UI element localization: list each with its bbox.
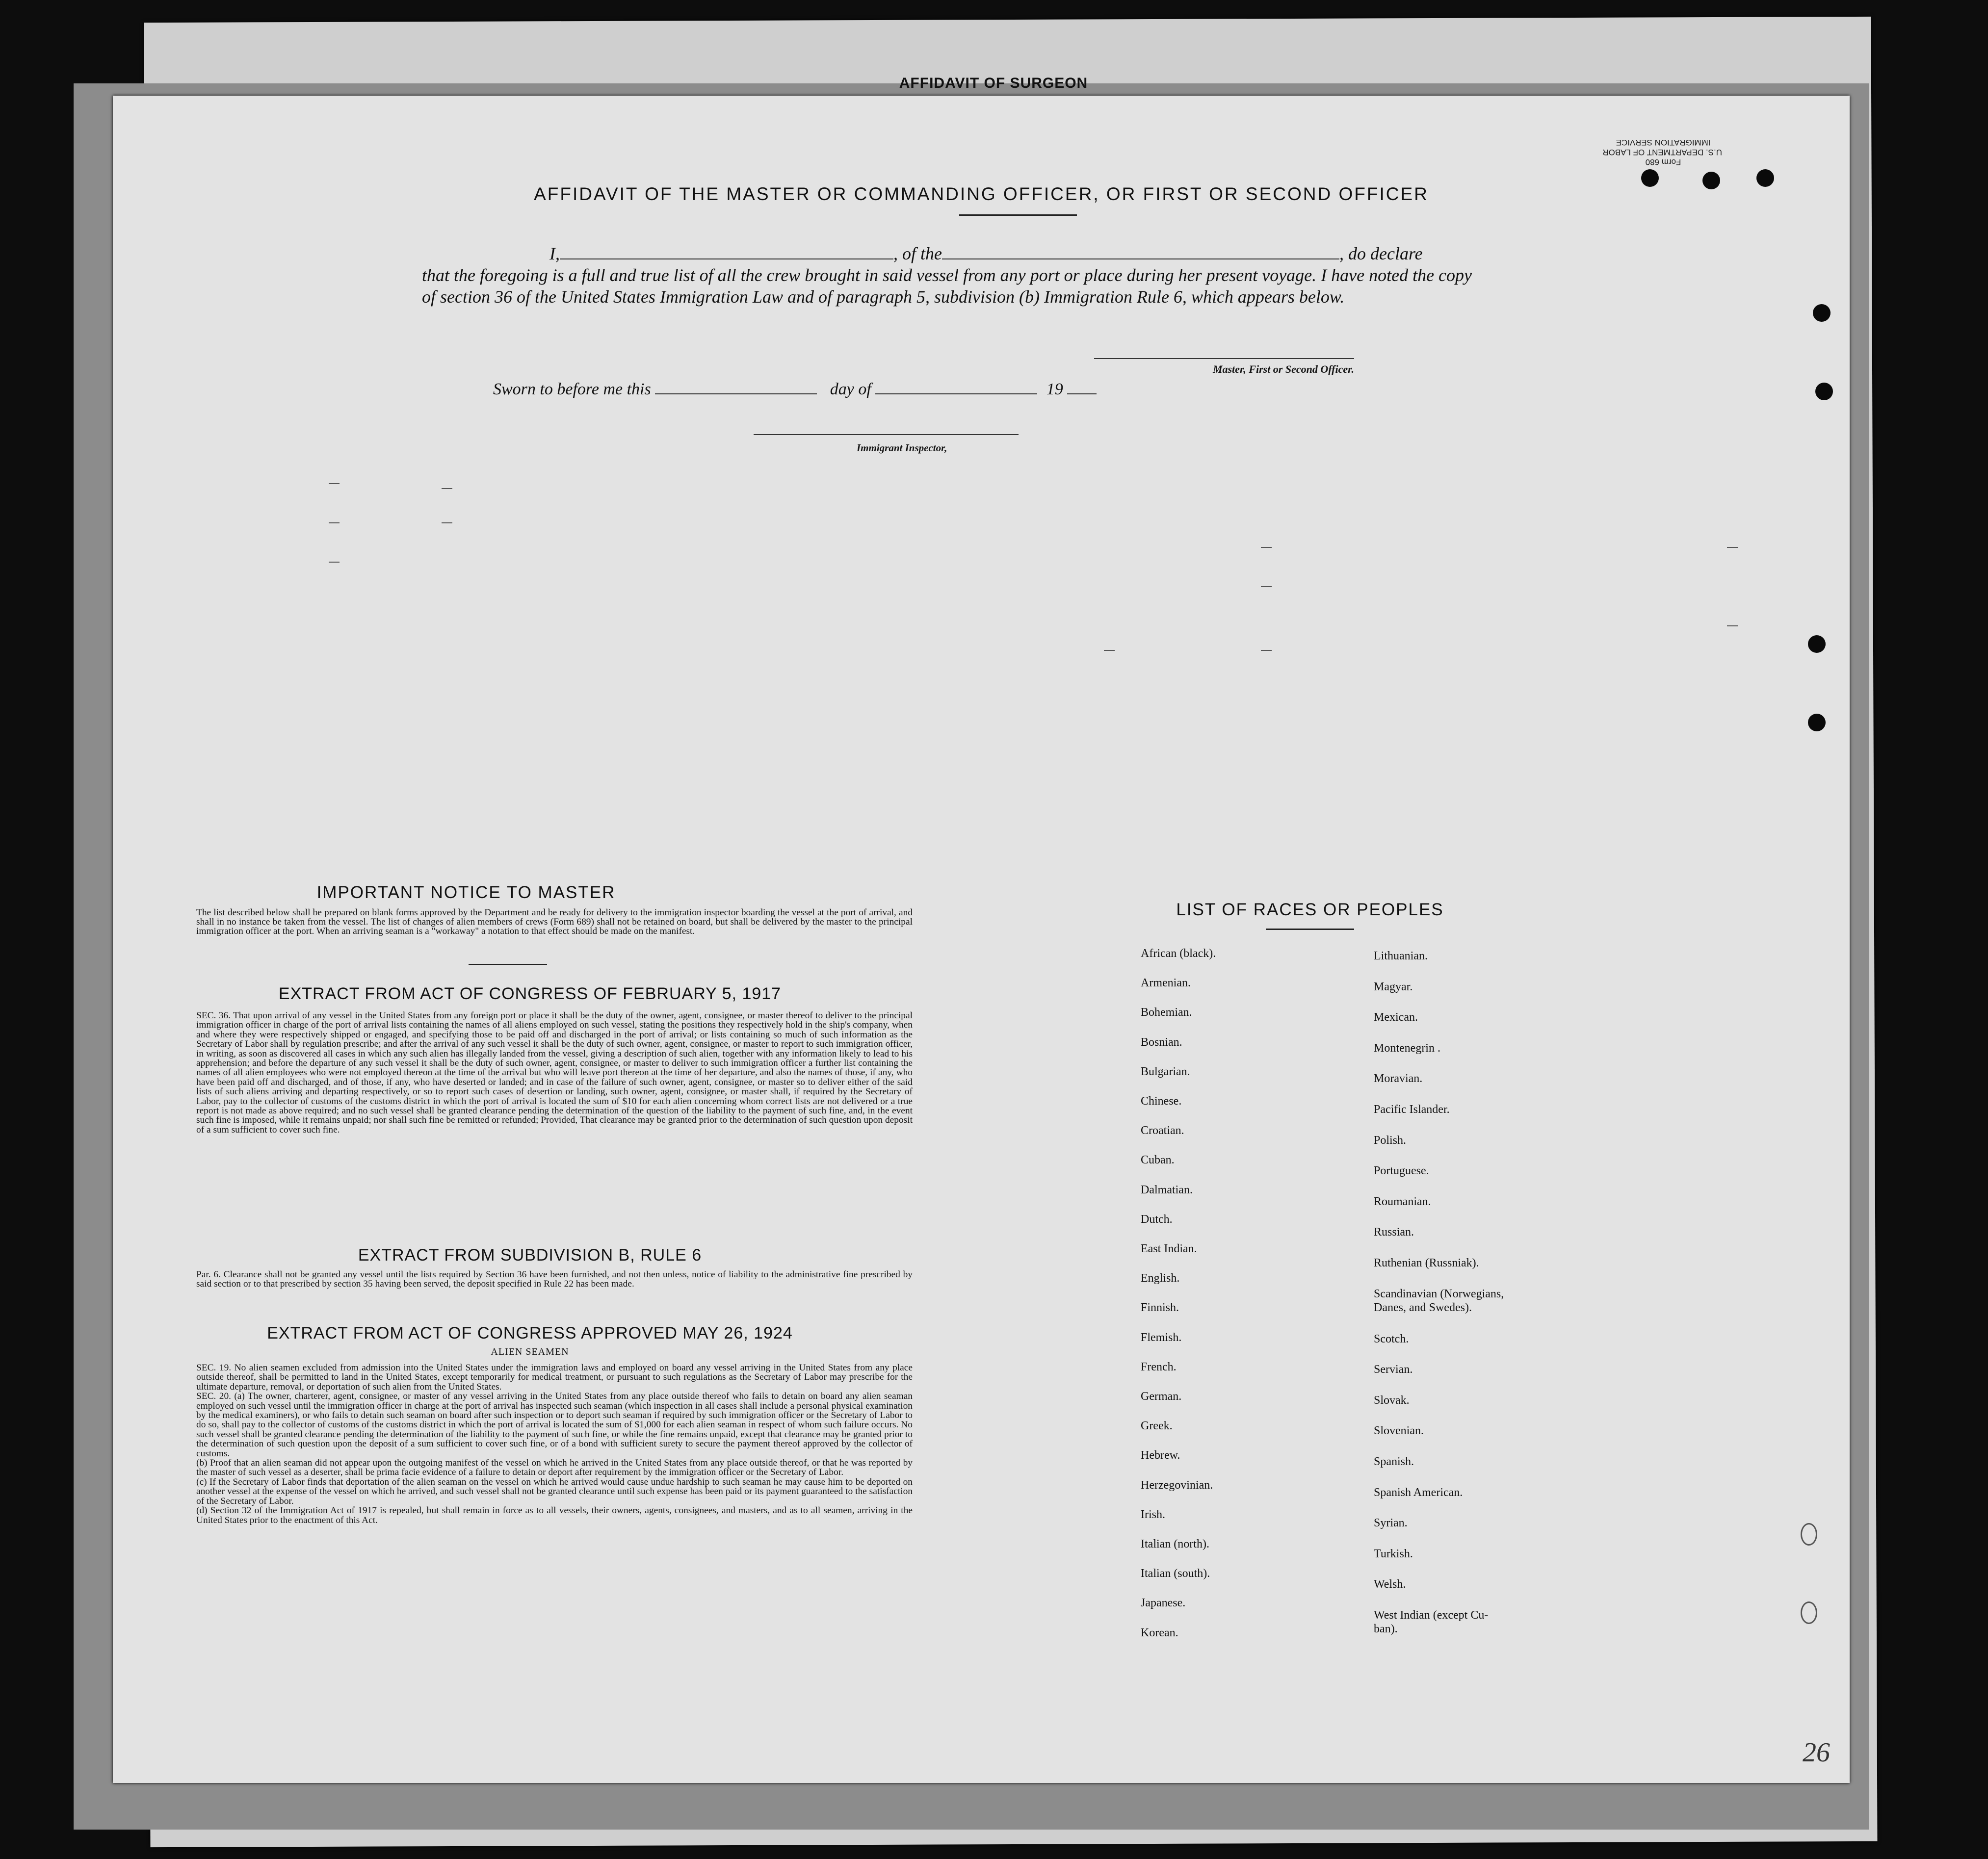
extract-1924-heading: EXTRACT FROM ACT OF CONGRESS APPROVED MAY 26, 1924: [267, 1324, 793, 1343]
race-item: Greek.: [1141, 1420, 1173, 1433]
inspector-line: [754, 434, 1019, 435]
affidavit-title: AFFIDAVIT OF THE MASTER OR COMMANDING OFFICER, OR FIRST OR SECOND OFFICER: [534, 184, 1429, 204]
sworn-line: Sworn to before me this day of 19: [493, 380, 1097, 399]
race-item: Slovenian.: [1374, 1424, 1424, 1438]
extract-rule6-text: Par. 6. Clearance shall not be granted any vessel until the lists required by Section 36 have been furnished, and not then unless, notice of liability to the administrative fine prescribed by said section or to that prescribed by section 35 having been served, the deposit specified in Rule 22 has been made.: [196, 1269, 913, 1290]
race-item: German.: [1141, 1390, 1182, 1403]
race-item: Croatian.: [1141, 1124, 1184, 1137]
punch-hole: [1815, 383, 1833, 400]
punch-hole: [1801, 1601, 1817, 1624]
race-item: Turkish.: [1374, 1547, 1413, 1560]
race-item: French.: [1141, 1360, 1177, 1373]
race-item: Pacific Islander.: [1374, 1103, 1450, 1116]
race-item: Chinese.: [1141, 1095, 1182, 1108]
race-item: Cuban.: [1141, 1154, 1175, 1167]
affidavit-page: [113, 96, 1850, 1783]
race-item: Russian.: [1374, 1226, 1414, 1239]
race-item: Bulgarian.: [1141, 1065, 1190, 1078]
race-item: Scandinavian (Norwegians, Danes, and Swedes).: [1374, 1287, 1504, 1314]
race-item: Servian.: [1374, 1363, 1413, 1376]
punch-hole: [1808, 635, 1826, 653]
race-item: Spanish American.: [1374, 1486, 1463, 1499]
race-item: Welsh.: [1374, 1578, 1406, 1591]
notice-heading: IMPORTANT NOTICE TO MASTER: [316, 883, 616, 902]
page-number: 26: [1803, 1737, 1830, 1768]
month-blank: [875, 382, 1037, 394]
race-item: Dalmatian.: [1141, 1183, 1193, 1196]
notice-rule: [469, 964, 547, 965]
notice-text: The list described below shall be prepared on blank forms approved by the Department and be ready for delivery to the immigration inspector boarding the vessel at the port of arrival, and shall in no instance be taken from the vessel. The list of changes of alien members of crews (Form 689) shall not be retained on board, but shall be delivered by the master to the principal immigration officer at the port. When an arriving seaman is a "workaway" a notation to that effect should be made on the manifest.: [196, 907, 913, 936]
race-item: Scotch.: [1374, 1332, 1409, 1345]
title-rule: [959, 214, 1077, 216]
signature-caption: Master, First or Second Officer.: [1212, 363, 1354, 375]
extract-1924-text: SEC. 19. No alien seamen excluded from admission into the United States under the immigration laws and employed on board any vessel arriving in the United States from any place outside thereof, shall be permitted to land in the United States, except temporarily for medical treatment, or pursuant to such regulations as the Secretary of Labor may prescribe for the ultimate departure, removal, or deportation of such alien from the United States. SEC. 20. (a) The owner, charterer, agent, consignee, or master of any vessel arriving in the United States from any place outside thereof who fails to detain on board any alien seaman employed on such vessel until the immigration officer in charge at the port of arrival has inspected such seaman (which inspection in all cases shall include a personal physical examination by the medical examiners), or who fails to detain such seaman on board after such inspection or to deport such seaman if required by such immigration officer or the Secretary of Labor to do so, shall pay to the collector of customs of the customs district in which the port of arrival is located the sum of $1,000 for each alien seaman in respect of whom such failure occurs. No such vessel shall be granted clearance pending the determination of the liability to the payment of such fine, or while the fine remains unpaid, except that clearance may be granted prior to the determination of such question upon the deposit of a sum sufficient to cover such fine, or of a bond with sufficient surety to secure the payment thereof approved by the collector of customs. (b) Proof that an alien seaman did not appear upon the outgoing manifest of the vessel on which he arrived in the United States from any place outside thereof, or that he was reported by the master of such vessel as a deserter, shall be prima facie evidence of a failure to detain or deport after requirement by the immigration officer or the Secretary of Labor. (c) If the Secretary of Labor finds that deportation of the alien seaman on the vessel on which he arrived would cause undue hardship to such seaman he may cause him to be deported on another vessel at the expense of the vessel on which he arrived, and such vessel shall not be granted clearance until such expense has been paid or its payment guaranteed to the satisfaction of the Secretary of Labor. (d) Section 32 of the Immigration Act of 1917 is repealed, but shall remain in force as to all vessels, their owners, agents, consignees, and masters, and as to all seamen, arriving in the United States prior to the enactment of this Act.: [196, 1363, 913, 1525]
race-item: Bohemian.: [1141, 1006, 1192, 1019]
form-number-stamp: Form 680 U.S. DEPARTMENT OF LABOR IMMIGRATION SERVICE: [1602, 138, 1722, 167]
tick-mark: [329, 483, 340, 484]
race-item: Irish.: [1141, 1508, 1165, 1521]
race-item: Spanish.: [1374, 1455, 1414, 1468]
declaration-text: [422, 243, 1472, 308]
race-item: Japanese.: [1141, 1597, 1186, 1610]
tick-mark: [329, 522, 340, 523]
race-item: Armenian.: [1141, 977, 1191, 990]
tick-mark: [1261, 586, 1272, 587]
year-blank: [1067, 382, 1097, 394]
declaration-body: that the foregoing is a full and true list of all the crew brought in said vessel from any port or place during her present voyage. I have noted the copy of section 36 of the United States Immigration Law and of paragraph 5, subdivision (b) Immigration Rule 6, which appears below.: [422, 265, 1472, 307]
extract-1917-heading: EXTRACT FROM ACT OF CONGRESS OF FEBRUARY 5, 1917: [278, 984, 782, 1003]
inspector-caption: Immigrant Inspector,: [857, 442, 947, 454]
race-item: Italian (south).: [1141, 1567, 1210, 1580]
race-item: Syrian.: [1374, 1517, 1408, 1530]
vessel-blank: [942, 246, 1339, 259]
race-item: Ruthenian (Russniak).: [1374, 1257, 1479, 1269]
race-item: Hebrew.: [1141, 1449, 1180, 1462]
race-item: Italian (north).: [1141, 1538, 1209, 1550]
extract-1917-text: SEC. 36. That upon arrival of any vessel in the United States from any foreign port or place it shall be the duty of the owner, agent, consignee, or master thereof to deliver to the principal immigration officer in charge of the port of arrival lists containing the names of all aliens employed on such vessel, stating the positions they respectively hold in the ship's company, when and where they were respectively shipped or engaged, and specifying those to be paid off and discharged in the port of arrival; or lists containing so much of such information as the Secretary of Labor shall by regulation prescribe; and after the arrival of any such vessel it shall be the duty of such owner, agent, consignee, or master to report to such immigration officer, in writing, as soon as discovered all cases in which any such alien has illegally landed from the vessel, giving a description of such alien, together with any information likely to lead to his apprehension; and before the departure of any such vessel it shall be the duty of such owner, agent, consignee, or master to deliver to such immigration officer a further list containing the names of all alien employees who were not employed thereon at the time of the arrival but who will leave port thereon at the time of her departure, and also the names of those, if any, who have been paid off and discharged, and of those, if any, who have deserted or landed; and in case of the failure of such owner, agent, consignee, or master so to deliver either of the said lists of such aliens arriving and departing respectively, or so to report such cases of desertion or landing, such owner, agent, consignee, or master shall, if required by the Secretary of Labor, pay to the collector of customs of the customs district in which the port of arrival is located the sum of $10 for each alien concerning whom correct lists are not delivered or a true report is not made as above required; and no such vessel shall be granted clearance pending the determination of the question of the liability to the payment of such fine, and, in the event such fine is imposed, while it remains unpaid; nor shall such fine be remitted or refunded; Provided, That clearance may be granted prior to the determination of such question upon deposit of a sum sufficient to cover such fine.: [196, 1010, 913, 1135]
race-item: Bosnian.: [1141, 1035, 1182, 1049]
race-item: Polish.: [1374, 1134, 1407, 1147]
race-item: Moravian.: [1374, 1072, 1423, 1085]
race-item: Magyar.: [1374, 980, 1413, 993]
signature-line: [1094, 358, 1354, 359]
race-item: Flemish.: [1141, 1331, 1182, 1344]
race-item: English.: [1141, 1272, 1180, 1285]
underlying-sheet-title: AFFIDAVIT OF SURGEON: [899, 75, 1088, 91]
race-item: African (black).: [1141, 947, 1216, 960]
race-item: Lithuanian.: [1374, 950, 1428, 962]
race-item: Herzegovinian.: [1141, 1478, 1213, 1492]
race-item: Roumanian.: [1374, 1195, 1431, 1208]
punch-hole: [1813, 304, 1831, 322]
race-item: Mexican.: [1374, 1011, 1418, 1024]
race-item: West Indian (except Cu- ban).: [1374, 1609, 1489, 1635]
tick-mark: [1261, 650, 1272, 651]
extract-rule6-heading: EXTRACT FROM SUBDIVISION B, RULE 6: [358, 1246, 702, 1265]
declaration-line-1: I, , of the , do declare: [549, 244, 1423, 263]
tick-mark: [442, 522, 452, 523]
tick-mark: [1727, 547, 1738, 548]
races-heading: LIST OF RACES OR PEOPLES: [1176, 900, 1444, 919]
tick-mark: [1261, 547, 1272, 548]
tick-mark: [1727, 625, 1738, 626]
tick-mark: [1104, 650, 1115, 651]
race-item: Korean.: [1141, 1626, 1178, 1639]
alien-seamen-subheading: ALIEN SEAMEN: [491, 1346, 569, 1357]
name-blank: [560, 246, 893, 259]
tick-mark: [442, 488, 452, 489]
race-item: East Indian.: [1141, 1242, 1197, 1255]
punch-hole: [1801, 1523, 1817, 1546]
race-item: Portuguese.: [1374, 1164, 1429, 1178]
races-rule: [1266, 929, 1354, 930]
punch-hole: [1808, 714, 1826, 731]
race-item: Dutch.: [1141, 1213, 1173, 1226]
race-item: Slovak.: [1374, 1394, 1410, 1407]
race-item: Finnish.: [1141, 1301, 1179, 1315]
race-item: Montenegrin .: [1374, 1041, 1440, 1055]
day-blank: [655, 382, 817, 394]
tick-mark: [329, 562, 340, 563]
